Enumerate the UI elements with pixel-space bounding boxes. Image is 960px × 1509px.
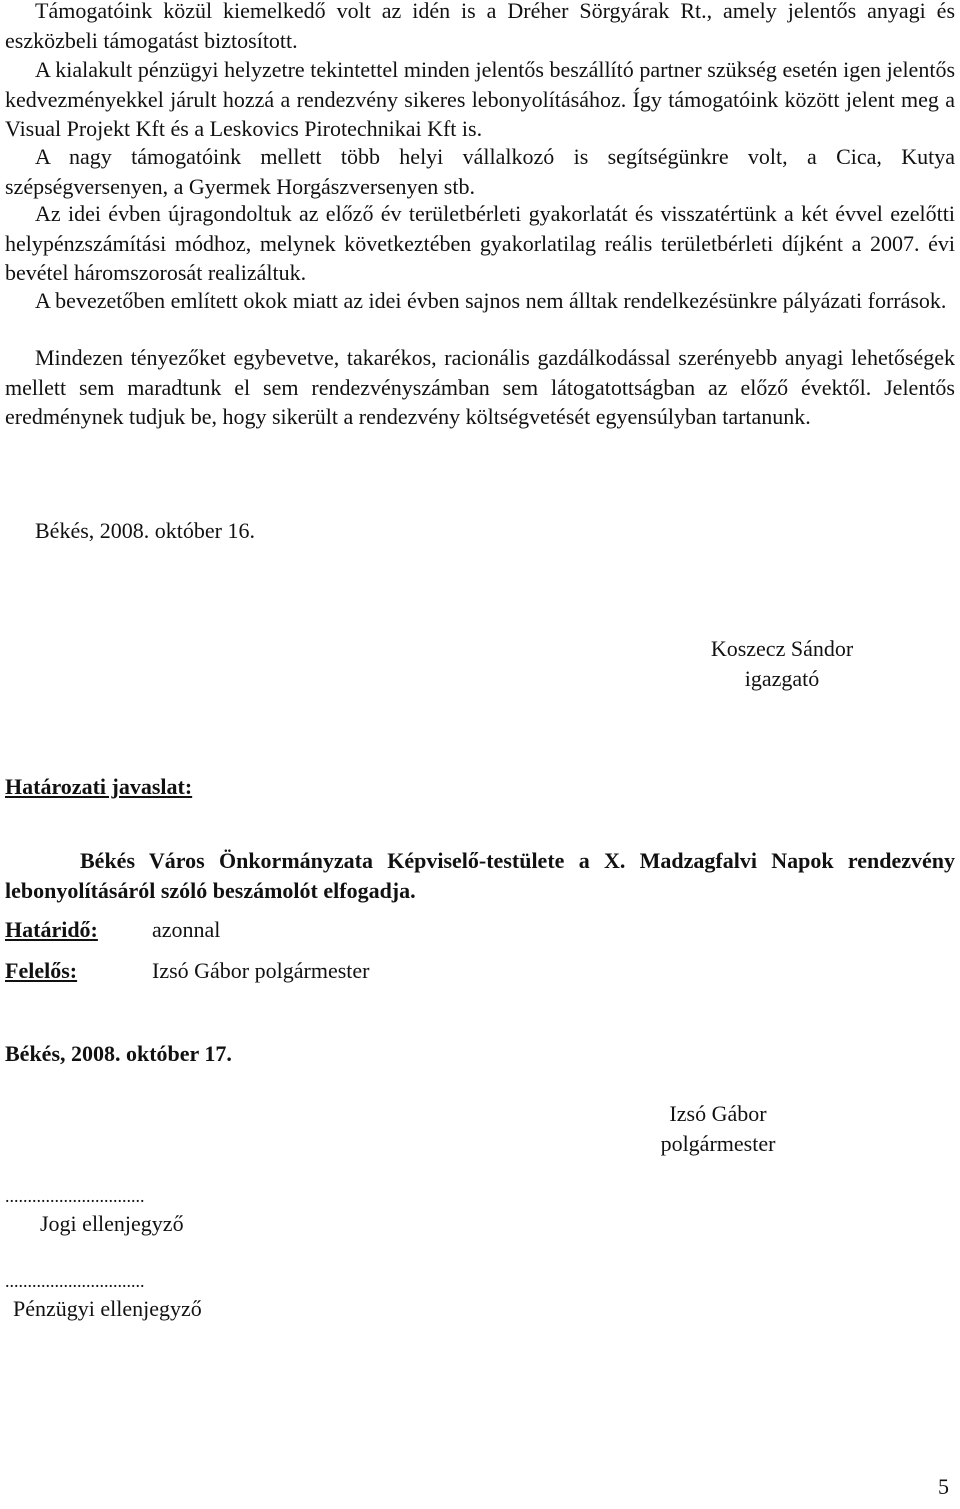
paragraph-sponsors xyxy=(5,0,955,55)
deadline-label: Határidő: xyxy=(5,917,98,942)
paragraph-text: A bevezetőben említett okok miatt az idei évben sajnos nem álltak rendelkezésünkre pályázati források. xyxy=(35,288,947,313)
signature-block-mayor xyxy=(618,1099,818,1159)
paragraph-partners xyxy=(5,55,955,144)
resolution-text-block xyxy=(5,846,955,906)
paragraph-text: A nagy támogatóink mellett több helyi vállalkozó is segítségünkre volt, a Cica, Kutya szépségversenyen, a Gyermek Horgászversenyen stb. xyxy=(5,144,955,199)
paragraph-area-rental xyxy=(5,199,955,288)
signature-line: ............................... xyxy=(5,1186,145,1206)
signature-line: ............................... xyxy=(5,1271,145,1291)
paragraph-summary xyxy=(5,343,955,432)
date-line-2: Békés, 2008. október 17. xyxy=(5,1041,232,1066)
paragraph-text: Támogatóink közül kiemelkedő volt az idén is a Dréher Sörgyárak Rt., amely jelentős anyagi és eszközbeli támogatást biztosított. xyxy=(5,0,955,53)
resolution-text: Békés Város Önkormányzata Képviselő-testülete a X. Madzagfalvi Napok rendezvény lebonyolításáról szóló beszámolót elfogadja. xyxy=(5,848,955,903)
paragraph-text: Az idei évben újragondoltuk az előző év területbérleti gyakorlatát és visszatértünk a két évvel ezelőtti helypénzszámítási módhoz, melynek következtében gyakorlatilag reális területbérleti díjként a 2007. évi bevétel háromszorosát realizáltuk. xyxy=(5,201,955,285)
paragraph-text: A kialakult pénzügyi helyzetre tekintettel minden jelentős beszállító partner szükség esetén igen jelentős kedvezményekkel járult hozzá a rendezvény sikeres lebonyolításához. Így támogatóink között jelent meg a Visual Projekt Kft és a Leskovics Pirotechnikai Kft is. xyxy=(5,57,955,141)
signature-block-director xyxy=(672,634,892,694)
page-number: 5 xyxy=(938,1474,949,1499)
signatory-title: polgármester xyxy=(660,1131,776,1156)
responsible-label: Felelős: xyxy=(5,958,78,983)
responsible-value: Izsó Gábor polgármester xyxy=(152,958,370,983)
countersign-legal xyxy=(5,1182,265,1238)
date-line-1: Békés, 2008. október 16. xyxy=(35,518,255,543)
paragraph-grants xyxy=(5,286,955,316)
countersign-label: Pénzügyi ellenjegyző xyxy=(13,1296,202,1321)
paragraph-text: Mindezen tényezőket egybevetve, takarékos, racionális gazdálkodással szerényebb anyagi lehetőségek mellett sem maradtunk el sem rendezvényszámban sem látogatottságban az előző évektől. Jelentős eredménynek tudjuk be, hogy sikerült a rendezvény költségvetését egyensúlyban tartanunk. xyxy=(5,345,955,429)
paragraph-local-businesses xyxy=(5,142,955,201)
signatory-name: Izsó Gábor xyxy=(669,1101,767,1126)
countersign-label: Jogi ellenjegyző xyxy=(40,1211,184,1236)
signatory-title: igazgató xyxy=(744,666,820,691)
resolution-heading: Határozati javaslat: xyxy=(5,774,193,799)
signatory-name: Koszecz Sándor xyxy=(710,636,854,661)
deadline-value: azonnal xyxy=(152,917,221,942)
countersign-financial xyxy=(5,1267,265,1323)
